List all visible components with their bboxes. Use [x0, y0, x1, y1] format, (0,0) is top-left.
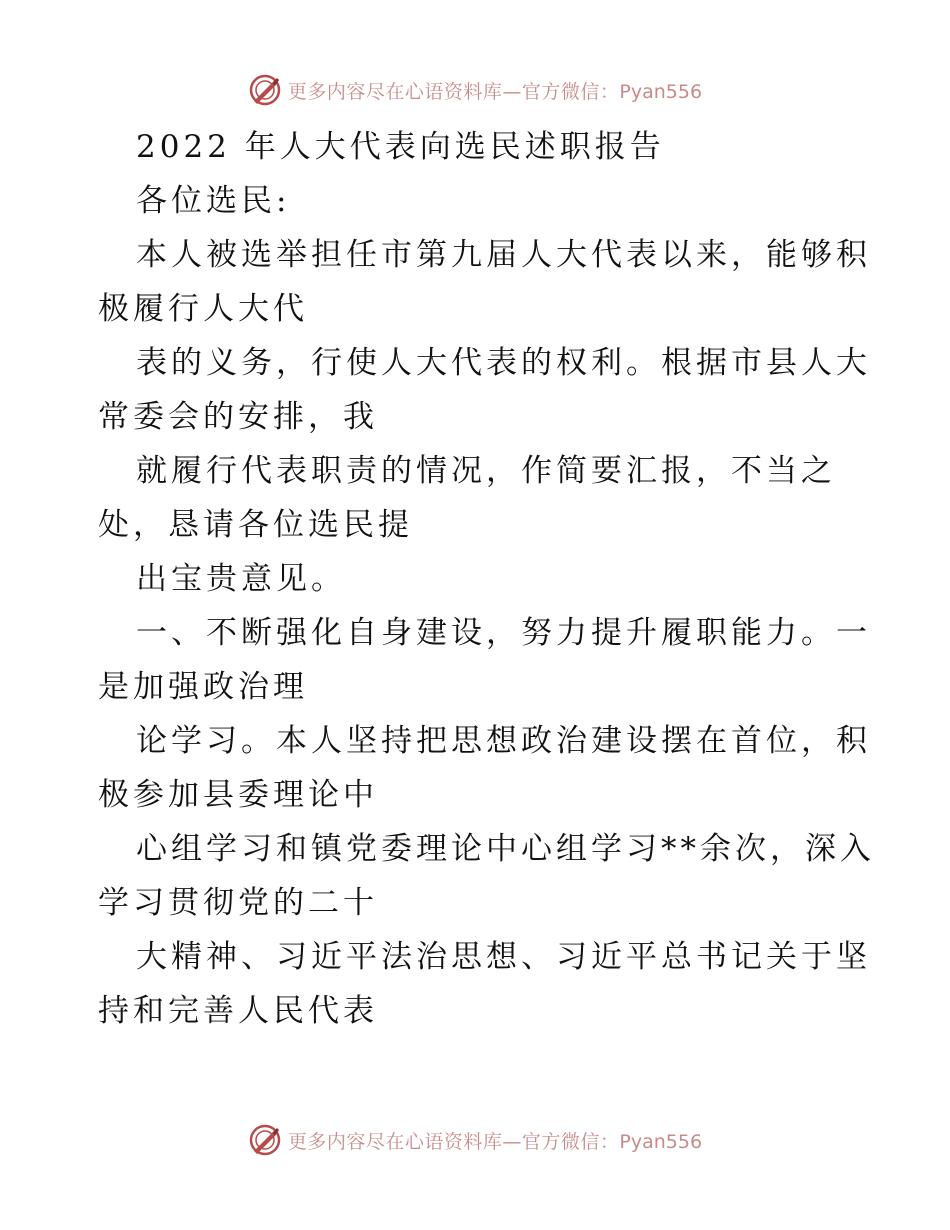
watermark-header	[0, 70, 950, 110]
text-line: 各位选民:	[136, 183, 291, 219]
text-line: 学习贯彻党的二十	[98, 885, 378, 921]
text-line: 本人被选举担任市第九届人大代表以来，能够积	[136, 237, 871, 273]
text-line: 出宝贵意见。	[136, 561, 346, 597]
text-line: 处，恳请各位选民提	[98, 507, 413, 543]
text-line: 持和完善人民代表	[98, 993, 378, 1029]
document-title: 2022 年人大代表向选民述职报告	[136, 129, 665, 165]
text-line: 常委会的安排，我	[98, 399, 378, 435]
document-body	[98, 120, 875, 1038]
pen-seal-icon	[248, 73, 282, 107]
watermark-text: 更多内容尽在心语资料库—官方微信：Pyan556	[287, 1130, 703, 1153]
text-line: 就履行代表职责的情况，作简要汇报，不当之	[136, 453, 836, 489]
pen-seal-icon	[248, 1123, 282, 1157]
text-line: 论学习。本人坚持把思想政治建设摆在首位，积	[136, 723, 871, 759]
watermark-footer	[0, 1120, 950, 1160]
text-line: 极参加县委理论中	[98, 777, 378, 813]
text-line: 心组学习和镇党委理论中心组学习**余次，深入	[136, 831, 875, 867]
watermark-text: 更多内容尽在心语资料库—官方微信：Pyan556	[287, 80, 703, 103]
text-line: 表的义务，行使人大代表的权利。根据市县人大	[136, 345, 871, 381]
text-line: 一、不断强化自身建设，努力提升履职能力。一	[136, 615, 871, 651]
text-line: 大精神、习近平法治思想、习近平总书记关于坚	[136, 939, 871, 975]
text-line: 极履行人大代	[98, 291, 308, 327]
text-line: 是加强政治理	[98, 669, 308, 705]
